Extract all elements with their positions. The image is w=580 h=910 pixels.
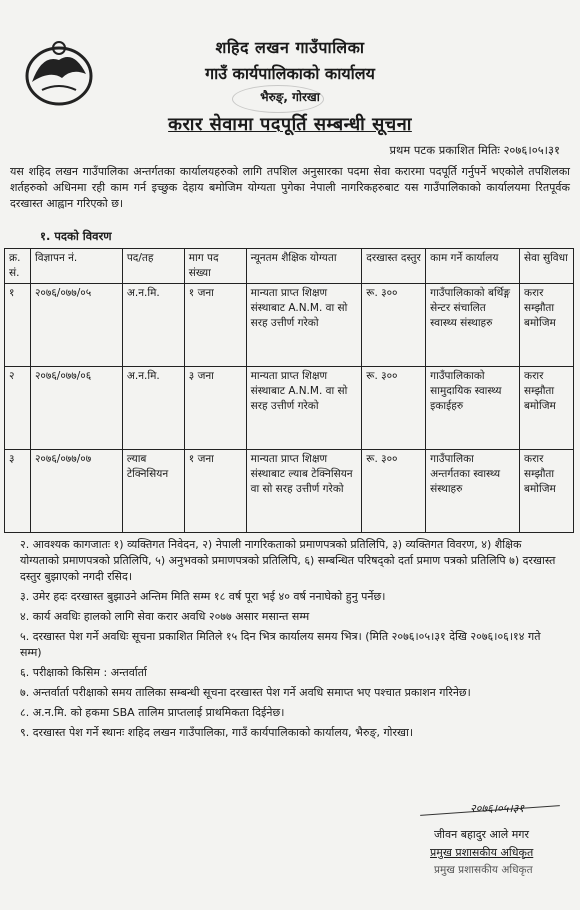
col-header: न्यूनतम शैक्षिक योग्यता	[246, 249, 362, 284]
table-row	[5, 367, 574, 450]
table-cell: अ.न.मि.	[122, 367, 184, 450]
table-cell: रू. ३००	[362, 450, 426, 533]
col-header: दरखास्त दस्तुर	[362, 249, 426, 284]
notes-list	[20, 537, 560, 745]
note-item: २. आवश्यक कागजातः १) व्यक्तिगत निवेदन, २) नेपाली नागरिकताको प्रमाणपत्रको प्रतिलिपि, ३) व्यक्तिगत विवरण, ४) शैक्षिक योग्यताको प्रमाणपत्रको प्रतिलिपि, ५) अनुभवको प्रमाणपत्रको प्रतिलिपि, ६) सम्बन्धित परिषद्को दर्ता प्रमाण पत्रको प्रतिलिपि ७) दरखास्त दस्तुर बुझाएको नगदी रसिद।	[20, 538, 556, 583]
table-cell: मान्यता प्राप्त शिक्षण संस्थाबाट A.N.M. वा सो सरह उत्तीर्ण गरेको	[246, 284, 362, 367]
table-cell: करार सम्झौता बमोजिम	[520, 367, 574, 450]
table-cell: गाउँपालिकाको सामुदायिक स्वास्थ्य इकाईहरु	[426, 367, 520, 450]
signatory-post: प्रमुख प्रशासकीय अधिकृत	[430, 846, 534, 859]
table-cell: २	[5, 367, 31, 450]
table-cell: करार सम्झौता बमोजिम	[520, 284, 574, 367]
signatory-name: जीवन बहादुर आले मगर	[434, 828, 530, 841]
col-header: पद/तह	[122, 249, 184, 284]
vacancy-table	[4, 248, 574, 533]
table-cell: अ.न.मि.	[122, 284, 184, 367]
publication-date: प्रथम पटक प्रकाशित मितिः २०७६।०५।३१	[389, 143, 560, 157]
table-cell: २०७६/०७७/०५	[30, 284, 122, 367]
table-cell: रू. ३००	[362, 367, 426, 450]
table-cell: ३ जना	[184, 367, 246, 450]
office-name: गाउँ कार्यपालिकाको कार्यालय	[205, 64, 375, 83]
table-cell: ल्याब टेक्निसियन	[122, 450, 184, 533]
table-cell: मान्यता प्राप्त शिक्षण संस्थाबाट A.N.M. वा सो सरह उत्तीर्ण गरेको	[246, 367, 362, 450]
note-item: ६. परीक्षाको किसिम : अन्तर्वार्ता	[20, 666, 147, 679]
table-cell: रू. ३००	[362, 284, 426, 367]
col-header: विज्ञापन नं.	[30, 249, 122, 284]
note-item: ४. कार्य अवधिः हालको लागि सेवा करार अवधि २०७७ असार मसान्त सम्म	[20, 610, 310, 623]
note-item: ३. उमेर हदः दरखास्त बुझाउने अन्तिम मिति सम्म १८ वर्ष पूरा भई ४० वर्ष ननाघेको हुनु पर्नेछ।	[20, 590, 386, 603]
table-cell: गाउँपालिका अन्तर्गतका स्वास्थ्य संस्थाहरु	[426, 450, 520, 533]
table-cell: गाउँपालिकाको बर्थिङ्ग सेन्टर संचालित स्वास्थ्य संस्थाहरु	[426, 284, 520, 367]
table-row	[5, 284, 574, 367]
table-cell: मान्यता प्राप्त शिक्षण संस्थाबाट ल्याब टेक्निसियन वा सो सरह उत्तीर्ण गरेको	[246, 450, 362, 533]
table-cell: १ जना	[184, 284, 246, 367]
note-item: ७. अन्तर्वार्ता परीक्षाको समय तालिका सम्बन्धी सूचना दरखास्त पेश गर्ने अवधि समाप्त भए पश्चात प्रकाशन गरिनेछ।	[20, 686, 471, 699]
table-header-row	[5, 249, 574, 284]
table-cell: १	[5, 284, 31, 367]
table-row	[5, 450, 574, 533]
note-item: ८. अ.न.मि. को हकमा SBA तालिम प्राप्तलाई प्राथमिकता दिईनेछ।	[20, 706, 285, 719]
intro-paragraph: यस शहिद लखन गाउँपालिका अन्तर्गतका कार्यालयहरुको लागि तपशिल अनुसारका पदमा सेवा करारमा पदपूर्ति गर्नुपर्ने भएकोले तपशिलका शर्तहरुको अधिनमा रही काम गर्न इच्छुक देहाय बमोजिम योग्यता पुगेका नेपाली नागरिकहरुबाट यस गाउँपालिकाको कार्यालयमा रितपूर्वक दरखास्त आह्वान गरिएको छ।	[10, 165, 570, 210]
col-header: माग पद संख्या	[184, 249, 246, 284]
office-address: भैरुङ्, गोरखा	[260, 90, 320, 104]
col-header: सेवा सुविधा	[520, 249, 574, 284]
col-header: क्र. सं.	[5, 249, 31, 284]
table-cell: २०७६/०७७/०७	[30, 450, 122, 533]
note-item: ५. दरखास्त पेश गर्ने अवधिः सूचना प्रकाशित मितिले १५ दिन भित्र कार्यालय समय भित्र। (मिति २०७६।०५।३१ देखि २०७६।०६।१४ गते सम्म)	[20, 630, 541, 659]
col-header: काम गर्ने कार्यालय	[426, 249, 520, 284]
table-cell: ३	[5, 450, 31, 533]
notice-title: करार सेवामा पदपूर्ति सम्बन्धी सूचना	[168, 114, 412, 135]
table-cell: करार सम्झौता बमोजिम	[520, 450, 574, 533]
table-cell: २०७६/०७७/०६	[30, 367, 122, 450]
note-item: ९. दरखास्त पेश गर्ने स्थानः शहिद लखन गाउँपालिका, गाउँ कार्यपालिकाको कार्यालय, भैरुङ्, गोरखा।	[20, 726, 414, 739]
section-heading: १. पदको विवरण	[40, 229, 112, 243]
table-cell: १ जना	[184, 450, 246, 533]
signature-date: २०७६।०५।३१	[470, 802, 525, 815]
signatory-post-stamp: प्रमुख प्रशासकीय अधिकृत	[434, 864, 533, 876]
municipality-name: शहिद लखन गाउँपालिका	[215, 38, 365, 57]
